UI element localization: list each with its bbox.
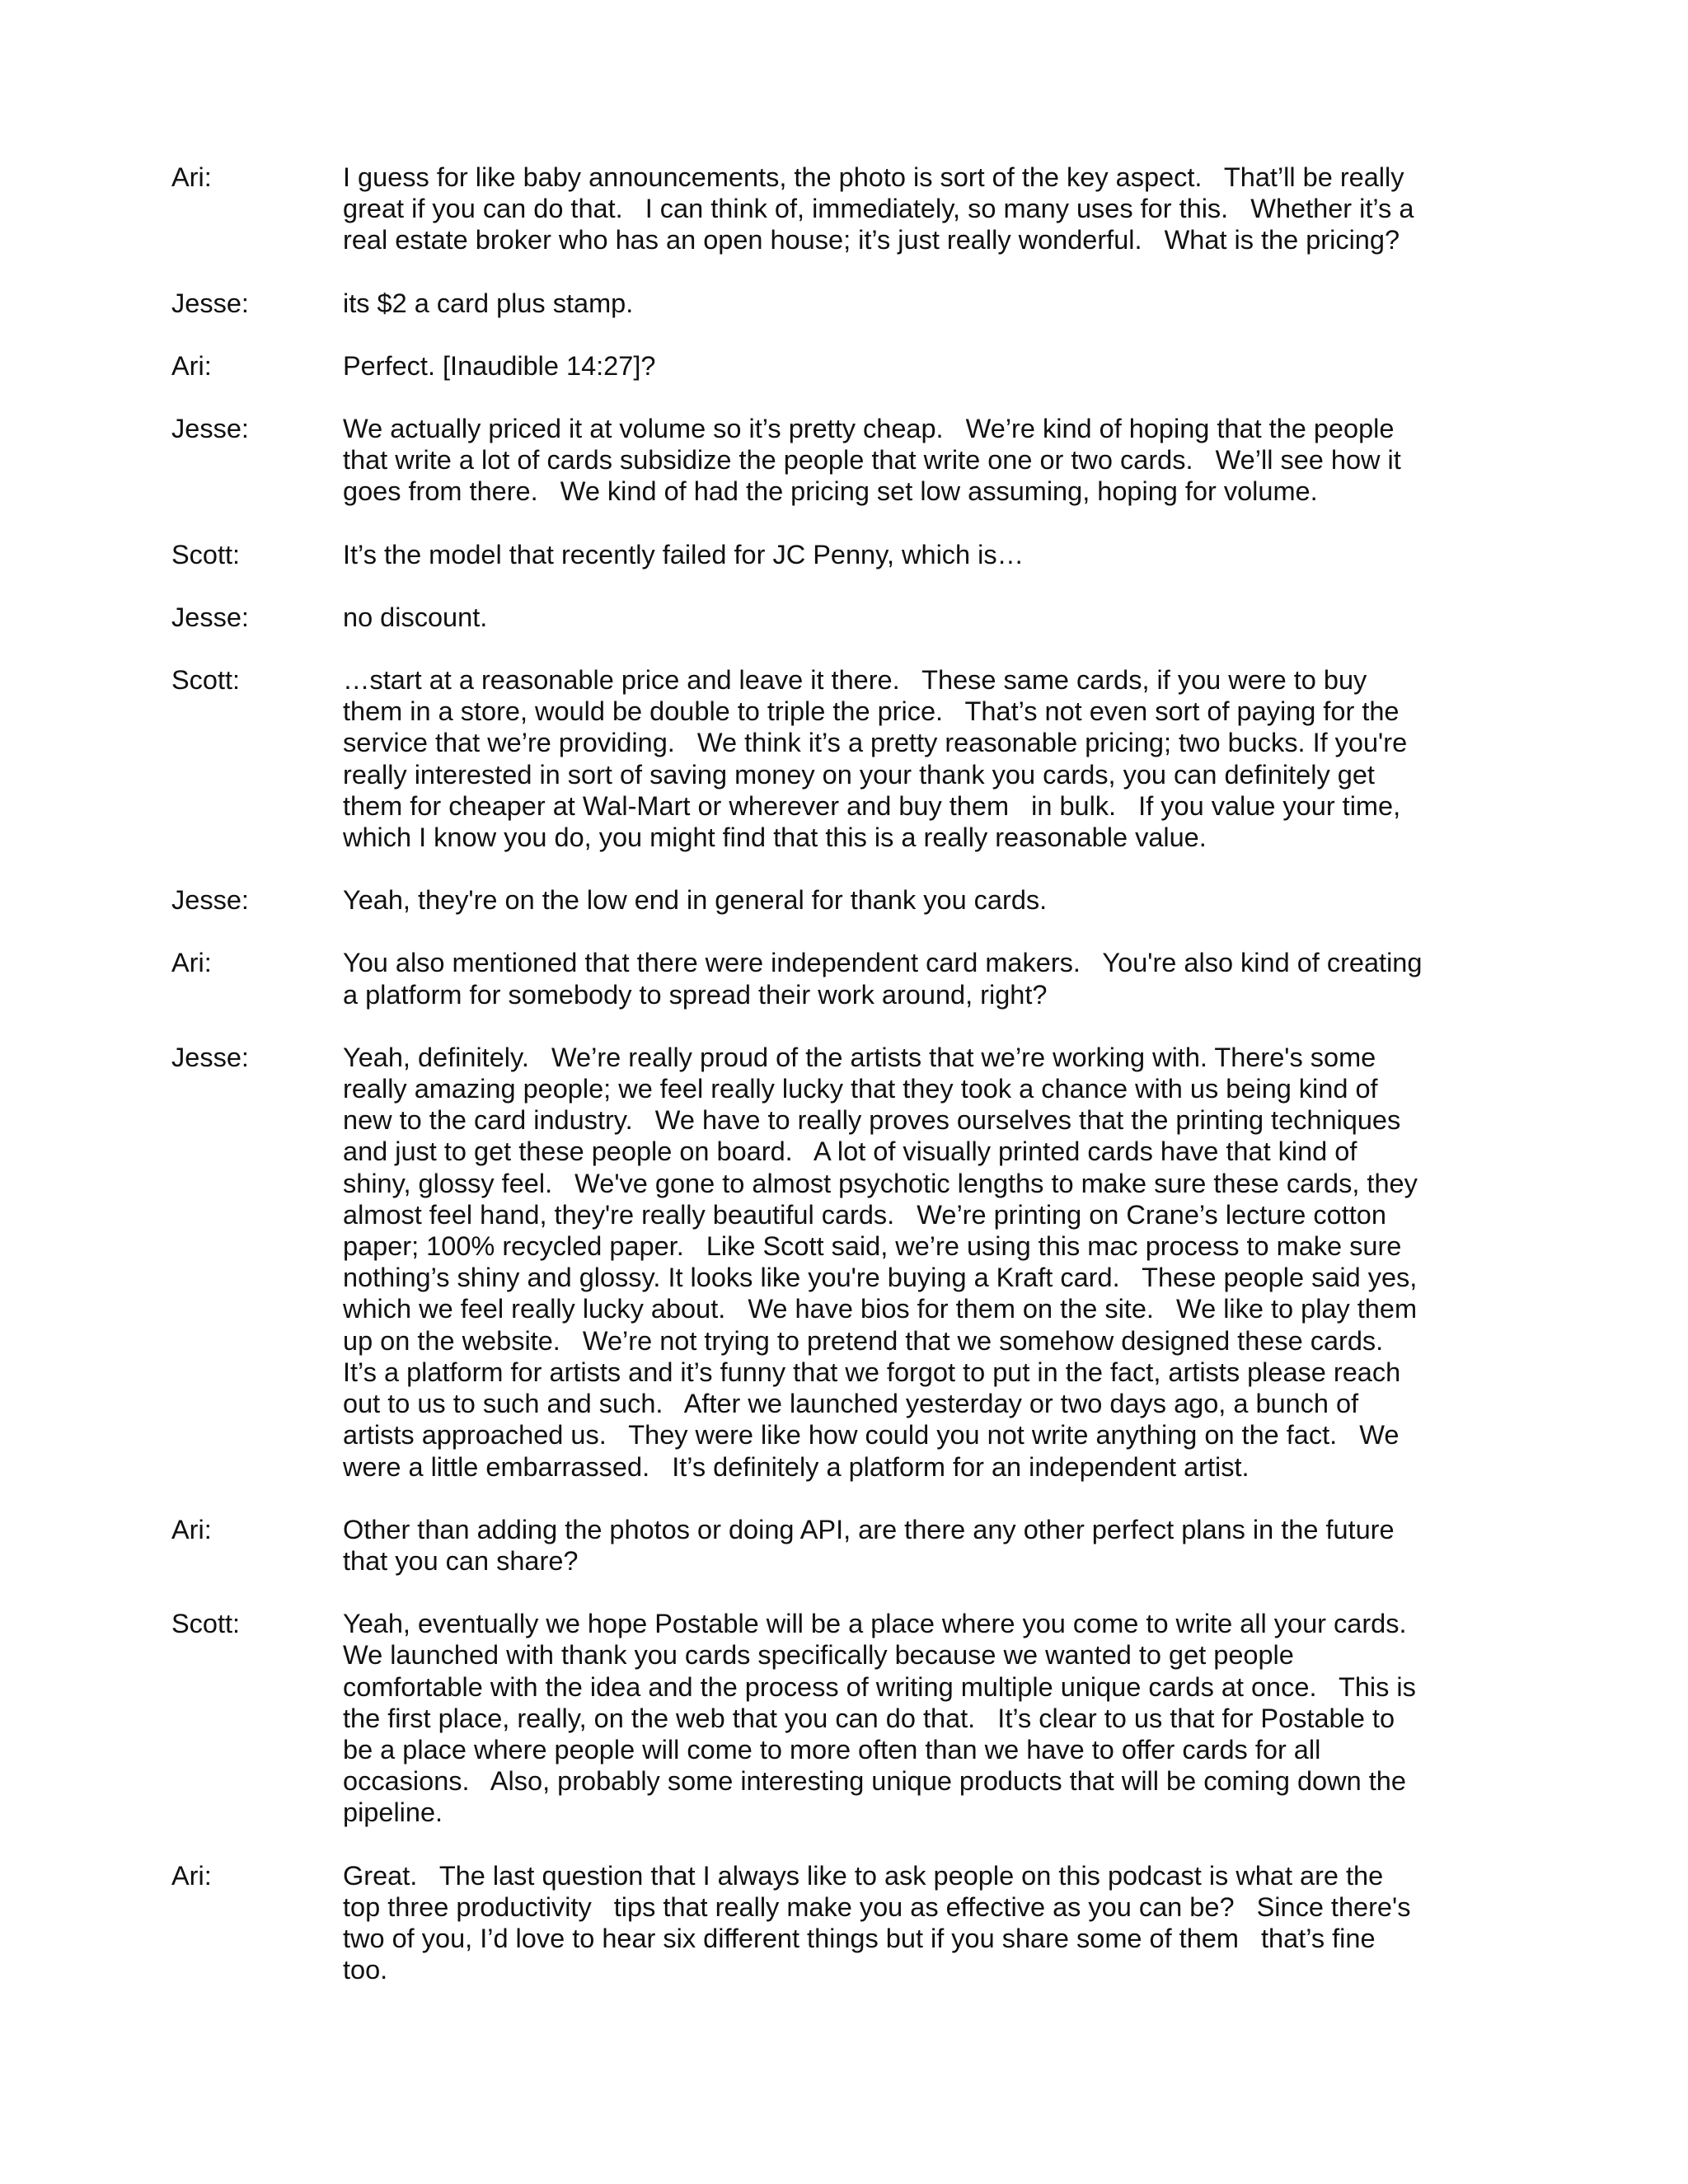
dialogue-text: its $2 a card plus stamp. (343, 288, 634, 318)
speaker-label: Ari: (171, 1860, 212, 1891)
transcript-entry (171, 1042, 1424, 1483)
speaker-label: Jesse: (171, 288, 249, 318)
dialogue-text: no discount. (343, 602, 488, 632)
speaker-label: Ari: (171, 162, 212, 192)
dialogue-text: Yeah, they're on the low end in general for thank you cards. (343, 885, 1048, 916)
speaker-label: Ari: (171, 350, 212, 381)
dialogue-text: We actually priced it at volume so it’s pretty cheap. We’re kind of hoping that the people that write a lot of cards subsidize the people that write one or two cards. We’ll see how it goes from there. We kind of had the pricing set low assuming, hoping for volume. (343, 414, 1409, 507)
speaker-label: Scott: (171, 665, 241, 696)
transcript-entry (171, 1860, 1424, 1986)
transcript-entry (171, 947, 1430, 1010)
speaker-label: Jesse: (171, 885, 249, 916)
transcript-body (171, 162, 1430, 2017)
transcript-entry (171, 539, 1424, 570)
dialogue-text: Perfect. [Inaudible 14:27]? (343, 350, 656, 381)
transcript-entry (171, 350, 1424, 382)
dialogue-text: It’s the model that recently failed for JC Penny, which is… (343, 539, 1025, 569)
speaker-label: Jesse: (171, 1042, 249, 1072)
speaker-label: Jesse: (171, 602, 249, 632)
transcript-entry (171, 162, 1424, 256)
transcript-entry (171, 413, 1424, 508)
dialogue-text: You also mentioned that there were independent card makers. You're also kind of creating a platform for somebody to spread their work around, right? (343, 948, 1430, 1010)
speaker-label: Jesse: (171, 414, 249, 444)
transcript-entry (171, 664, 1424, 853)
transcript-entry (171, 602, 1424, 633)
dialogue-text: Yeah, definitely. We’re really proud of the artists that we’re working with. There's some really amazing people; we feel really lucky that they took a chance with us being kind of new to the card industry. We have to really proves ourselves that the printing techniques and just to get these people on board. A lot of visually printed cards have that kind of shiny, glossy feel. We've gone to almost psychotic lengths to make sure these cards, they almost feel hand, they're really beautiful cards. We’re printing on Crane’s lecture cotton paper; 100% recycled paper. Like Scott said, we’re using this mac process to make sure nothing’s shiny and glossy. It looks like you're buying a Kraft card. These people said yes, which we feel really lucky about. We have bios for them on the site. We like to play them up on the website. We’re not trying to pretend that we somehow designed these cards. It’s a platform for artists and it’s funny that we forgot to put in the fact, artists please reach out to us to such and such. After we launched yesterday or two days ago, a bunch of artists approached us. They were like how could you not write anything on the fact. We were a little embarrassed. It’s definitely a platform for an independent artist. (343, 1042, 1425, 1482)
transcript-entry (171, 884, 1424, 916)
dialogue-text: Great. The last question that I always like to ask people on this podcast is what are the top three productivity tips that really make you as effective as you can be? Since there's two of you, I’d love to hear six different things but if you share some of them that’s fine too. (343, 1860, 1418, 1985)
speaker-label: Ari: (171, 1514, 212, 1544)
transcript-entry (171, 1514, 1424, 1577)
dialogue-text: Other than adding the photos or doing API, are there any other perfect plans in the future that you can share? (343, 1514, 1402, 1576)
speaker-label: Ari: (171, 948, 212, 978)
dialogue-text: I guess for like baby announcements, the photo is sort of the key aspect. That’ll be really great if you can do that. I can think of, immediately, so many uses for this. Whether it’s a real estate broker who has an open house; it’s just really wonderful. What is the pricing? (343, 162, 1422, 255)
speaker-label: Scott: (171, 539, 241, 569)
transcript-entry (171, 1608, 1424, 1828)
speaker-label: Scott: (171, 1609, 241, 1639)
dialogue-text: …start at a reasonable price and leave it there. These same cards, if you were to buy them in a store, would be double to triple the price. That’s not even sort of paying for the service that we’re providing. We think it’s a pretty reasonable pricing; two bucks. If you're really interested in sort of saving money on your thank you cards, you can definitely get them for cheaper at Wal-Mart or wherever and buy them in bulk. If you value your time, which I know you do, you might find that this is a really reasonable value. (343, 665, 1415, 853)
transcript-entry (171, 288, 1424, 319)
dialogue-text: Yeah, eventually we hope Postable will be a place where you come to write all your cards. We launched with thank you cards specifically because we wanted to get people comfortable with the idea and the process of writing multiple unique cards at once. This is the first place, really, on the web that you can do that. It’s clear to us that for Postable to be a place where people will come to more often than we have to offer cards for all occasions. Also, probably some interesting unique products that will be coming down the pipeline. (343, 1609, 1423, 1828)
